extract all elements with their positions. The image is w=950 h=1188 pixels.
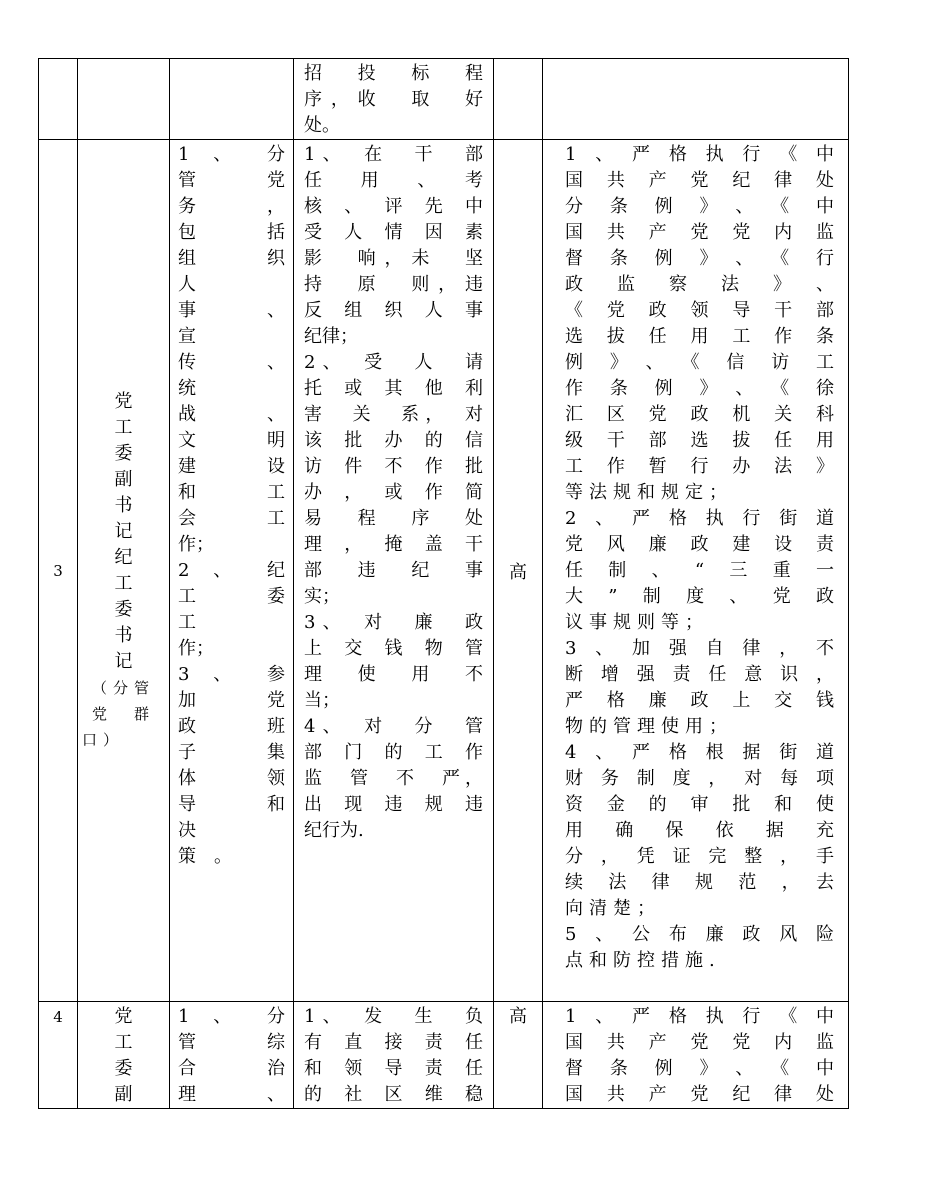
table-row: [39, 1002, 849, 1109]
position-cell: [78, 1002, 170, 1109]
table-row: [39, 59, 849, 140]
position-cell: [78, 59, 170, 140]
risks-text: 1、 在 干 部 任 用 、 考 核、评先中 受人情因素 影 响，未 坚 持 原 则，违 反组织人事 纪律； 2、 受 人 请 托或其他利 害 关 系， 对 该批办的信 访件不作批 办，或作简 易 程 序 处 理，掩盖干 部 违 纪 事 实； 3、 对 廉 政 上交钱物管 理 使 用 不 当； 4、 对 分 管 部 门 的 工 作 监 管 不 严， 出现违规违 纪行为.: [304, 144, 483, 841]
level-cell: [494, 59, 543, 140]
duties-cell: [170, 1002, 294, 1109]
risks-cell: [294, 59, 494, 140]
measures-cell: [543, 59, 849, 140]
position-cell: [78, 140, 170, 1002]
measures-cell: [543, 1002, 849, 1109]
no-cell: 3: [39, 140, 78, 1002]
table-row: [39, 140, 849, 1002]
measures-text: 1、严格执行《中 国共产党纪律处 分条例》、《中 国共产党党内监 督条例》、《行 政 监 察 法 》 、 《党政领导干部 选拔任用工作条 例》、《信访工 作条例》、《徐 汇区党政机关科 级干部选拔任用 工作暂行办法》 等法规和规定； 2、严格执行街道 党风廉政建设责 任制、“三重一 大”制度、党政 议事规则等； 3、加强自律，不 断增强责任意识， 严格廉政上交钱 物的管理使用； 4、严格根据街道 财务制度，对每项 资金的审批和使 用 确 保 依 据 充 分，凭证完整，手 续 法 律 规 范 ， 去 向清楚； 5、公布廉政风险 点和防控措施.: [565, 144, 834, 971]
measures-text: 1、严格执行《中 国共产党党内监 督条例》、《中 国共产党纪律处: [565, 1006, 834, 1105]
risk-table: [38, 58, 849, 1109]
level-cell: 高: [494, 1002, 543, 1109]
no-cell: [39, 59, 78, 140]
level-cell: 高: [494, 140, 543, 1002]
position-text: 党 工 委 副 书 记 纪 工 委 书 记 （分管 党 群 口）: [82, 390, 155, 749]
risks-cell: [294, 1002, 494, 1109]
risks-cell: [294, 140, 494, 1002]
duties-cell: [170, 140, 294, 1002]
no-cell: 4: [39, 1002, 78, 1109]
duties-cell: [170, 59, 294, 140]
risks-text: 1、 发 生 负 有直接责任 和领导责任 的社区维稳: [304, 1006, 483, 1105]
position-text: 党 工 委 副: [114, 1006, 133, 1105]
duties-text: 1 、 分 管 综 合 治 理 、: [178, 1006, 285, 1105]
measures-cell: [543, 140, 849, 1002]
duties-text: 1 、 分 管 党 务 ， 包 括 组 织 人 事 、 宣 传 、 统 战 、 文 明 建 设 和 工 会 工 作； 2 、 纪 工 委 工 作； 3 、 参 加 党 政 班 子 集 体 领 导 和 决 策 。: [178, 144, 285, 867]
risks-text: 招 投 标 程 序，收 取 好 处。: [304, 63, 483, 136]
